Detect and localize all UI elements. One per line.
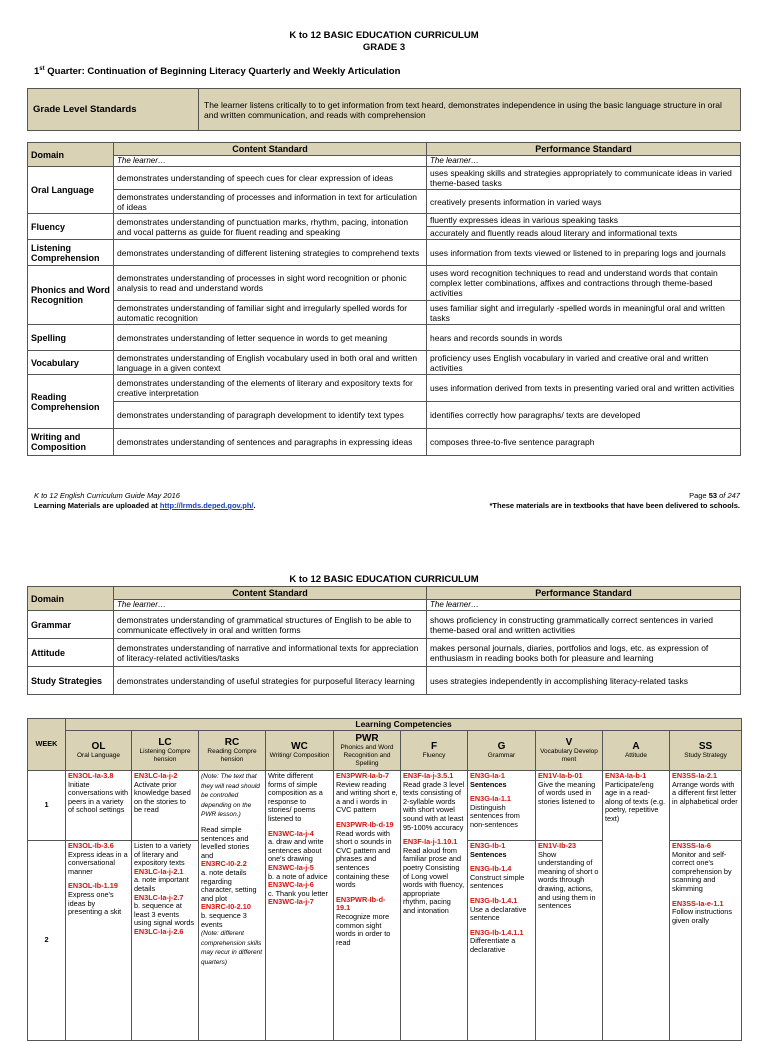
guide-footer: K to 12 English Curriculum Guide May 2016	[34, 491, 180, 500]
competency-code: EN3WC-Ia-j-5	[268, 862, 314, 872]
competency-text: Express one's ideas by presenting a skit	[68, 889, 122, 917]
domain-attitude: Attitude	[28, 639, 114, 667]
domain-writing-composition: Writing and Composition	[28, 429, 114, 456]
performance-cell: proficiency uses English vocabulary in varied and creative oral and written activities	[427, 351, 741, 375]
performance-standard-header: Performance Standard	[427, 143, 741, 156]
col-vocabulary	[536, 731, 603, 771]
col-name: Reading Compre hension	[207, 748, 257, 763]
competency-text: Listen to a variety of literary and expository texts	[134, 841, 192, 868]
competency-code: EN3G-Ia-1	[470, 771, 505, 780]
competency-code: EN3RC-I0-2.2	[201, 859, 247, 869]
domain-reading-comprehension: Reading Comprehension	[28, 375, 114, 429]
col-code: G	[497, 741, 506, 752]
col-code: PWR	[355, 733, 379, 744]
content-cell: demonstrates understanding of grammatical structures of English to be able to communicate effectively in oral and written forms	[114, 611, 427, 639]
competency-text: b. sequence 3 events	[201, 910, 247, 929]
competency-code: EN3PWR-Ia-b-7	[336, 771, 390, 780]
content-cell: demonstrates understanding of paragraph development to identify text types	[114, 402, 427, 429]
performance-cell: uses familiar sight and irregularly -spelled words in meaningful oral and written tasks	[427, 301, 741, 325]
col-code: OL	[91, 741, 106, 752]
performance-cell: shows proficiency in constructing grammatically correct sentences in varied theme-based oral and written activities	[427, 611, 741, 639]
content-cell: demonstrates understanding of punctuation marks, rhythm, pacing, intonation and vocal patterns as guide for fluent reading and speaking	[114, 214, 427, 240]
competency-code: EN3SS-Ia-e-1.1	[672, 898, 724, 908]
competency-code: EN3G-Ib-1.4	[470, 864, 512, 874]
week2-g	[468, 841, 536, 1041]
competency-code: EN3SS-Ia-6	[672, 841, 711, 850]
col-attitude	[603, 731, 670, 771]
content-cell: demonstrates understanding of English vocabulary used in both oral and written language in a given context	[114, 351, 427, 375]
col-study-strategy	[670, 731, 742, 771]
page-current: 53	[708, 491, 718, 500]
competency-code: EN1V-Ib-23	[538, 841, 577, 850]
domain-phonics-word-recognition: Phonics and Word Recognition	[28, 266, 114, 325]
competency-code: EN3WC-Ia-j-4	[268, 828, 314, 838]
competency-code: EN3F-Ia-j-1.10.1	[403, 837, 458, 847]
content-learner: The learner…	[114, 156, 427, 167]
week1-lc	[132, 771, 199, 841]
domain-fluency: Fluency	[28, 214, 114, 240]
domain-spelling: Spelling	[28, 325, 114, 351]
competency-text: Follow instructions given orally	[672, 907, 733, 925]
col-oral-language	[66, 731, 132, 771]
week-2: 2	[28, 841, 66, 1041]
competency-text: Participate/eng age in a read-along of texts (e.g. poetry, repetitive text)	[605, 779, 666, 823]
learning-competencies-table	[27, 718, 742, 1041]
domain-grammar: Grammar	[28, 611, 114, 639]
performance-cell: hears and records sounds in words	[427, 325, 741, 351]
competency-text: a. note important details	[134, 875, 189, 893]
col-phonics-word-recognition	[334, 731, 401, 771]
competency-text: Arrange words with a different first letter in alphabetical order	[672, 779, 738, 806]
competency-text: a. draw and write sentences about one's drawing	[268, 837, 324, 864]
competency-text: b. sequence at least 3 events using signal words	[134, 901, 195, 928]
competency-code: EN3LC-Ia-j-2.1	[134, 866, 184, 876]
page-total: of 247	[719, 491, 740, 500]
col-name: Phonics and Word Recognition and Spelling	[340, 744, 394, 767]
competency-text: vowel sound with at least 95-100% accuracy	[403, 805, 464, 832]
rc-note: (Note: different comprehension skills may recur in different quarters)	[201, 930, 263, 966]
col-code: RC	[224, 737, 240, 748]
col-name: Grammar	[487, 752, 516, 759]
quarter-number: 1	[34, 66, 40, 78]
week1-g	[468, 771, 536, 841]
competency-text: Read grade 3 level texts consisting of 2-syllable words with short	[403, 779, 465, 815]
competency-text: a. note details regarding character, setting and plot	[201, 867, 257, 903]
standards-text: The learner listens critically to to get information from text heard, demonstrates independence in using the basic language structure in oral and written communication, and reads with comprehension	[199, 89, 741, 131]
week2-ss	[670, 841, 742, 1041]
col-name: Listening Compre hension	[139, 748, 191, 763]
col-name: Oral Language	[76, 752, 120, 759]
competency-code: EN3OL-Ib-1.19	[68, 881, 118, 891]
domain-vocabulary: Vocabulary	[28, 351, 114, 375]
performance-cell: identifies correctly how paragraphs/ texts are developed	[427, 402, 741, 429]
quarter-ordinal: st	[39, 66, 45, 72]
pwr-column	[334, 771, 401, 1041]
f-column	[401, 771, 468, 1041]
content-cell: demonstrates understanding of the elements of literary and expository texts for creative interpretation	[114, 375, 427, 402]
performance-cell: uses speaking skills and strategies appropriately to communicate ideas in varied theme-based tasks	[427, 167, 741, 190]
performance-cell: uses information derived from texts in presenting varied oral and written activities	[427, 375, 741, 402]
week2-ol	[66, 841, 132, 1041]
rc-note: (Note: The text that they will read should be controlled depending on the PWR lesson.)	[201, 773, 260, 819]
standards-label: Grade Level Standards	[28, 89, 199, 131]
competency-code: EN3A-Ia-b-1	[605, 771, 647, 780]
competency-text: Write different forms of simple composition as a response to stories/ poems listened to	[268, 771, 323, 823]
competency-code: EN3G-Ib-1.4.1.1	[470, 927, 524, 937]
content-cell: demonstrates understanding of speech cues for clear expression of ideas	[114, 167, 427, 190]
competency-text: Use a declarative sentence	[470, 904, 527, 923]
competency-code: EN3RC-I0-2.10	[201, 902, 251, 912]
col-name: Study Strategy	[684, 752, 727, 759]
competency-code: EN3G-Ib-1	[470, 841, 506, 850]
competency-text: Show understanding of meaning of short o words through drawing, actions, and using them in sentences	[538, 849, 599, 911]
content-standard-header: Content Standard	[114, 143, 427, 156]
competency-code: EN3G-Ib-1.4.1	[470, 895, 518, 905]
competency-code: EN3LC-Ia-j-2.6	[134, 926, 184, 936]
domain-listening-comprehension: Listening Comprehension	[28, 240, 114, 266]
col-name: Vocabulary Develop ment	[540, 748, 598, 763]
col-fluency	[401, 731, 468, 771]
content-cell: demonstrates understanding of letter sequence in words to get meaning	[114, 325, 427, 351]
competency-text: Review reading and writing short e, a and i words in CVC pattern	[336, 779, 398, 815]
rc-column	[199, 771, 266, 1041]
page2-domain-table	[27, 586, 741, 695]
col-code: LC	[158, 737, 172, 748]
quarter-heading	[34, 66, 400, 77]
competency-code: EN3SS-Ia-2.1	[672, 771, 718, 780]
week1-ss	[670, 771, 742, 841]
performance-standard-header: Performance Standard	[427, 587, 741, 600]
col-writing-composition	[266, 731, 334, 771]
col-code: V	[565, 737, 573, 748]
col-name: Attitude	[624, 752, 648, 759]
col-reading-comprehension	[199, 731, 266, 771]
competency-text: c. Thank you letter	[268, 888, 328, 898]
content-cell: demonstrates understanding of processes in sight word recognition or phonic analysis to read and understand words	[114, 266, 427, 301]
competency-text: Differentiate a declarative	[470, 936, 516, 954]
col-listening-comprehension	[132, 731, 199, 771]
competency-code: EN3OL-Ia-3.8	[68, 771, 114, 780]
competency-text: Read words with short o sounds in CVC pattern and phrases and sentences containing these words	[336, 828, 392, 890]
grade-level-standards-table	[27, 88, 741, 131]
competency-code: EN3OL-Ib-3.6	[68, 841, 114, 850]
competency-text: Express ideas in a conversational manner	[68, 849, 128, 876]
performance-cell: accurately and fluently reads aloud literary and informational texts	[427, 227, 741, 240]
week1-v	[536, 771, 603, 841]
competency-text: Distinguish sentences from non-sentences	[470, 802, 520, 829]
competency-code: EN3PWR-Ib-d-19.1	[336, 894, 386, 913]
page-number	[689, 491, 740, 500]
performance-learner: The learner…	[427, 600, 741, 611]
content-cell: demonstrates understanding of different listening strategies to comprehend texts	[114, 240, 427, 266]
competency-text: Read simple sentences and levelled stories and	[201, 824, 250, 860]
competency-text: Recognize more common sight words in order to read	[336, 911, 391, 947]
competency-text: Activate prior knowledge based on the stories to be read	[134, 779, 191, 815]
grade-title: GRADE 3	[362, 42, 406, 53]
week-1: 1	[28, 771, 66, 841]
performance-cell: uses word recognition techniques to read and understand words that contain complex letter combinations, affixes and contractions through theme-based activities	[427, 266, 741, 301]
domain-header: Domain	[28, 143, 114, 167]
week1-ol	[66, 771, 132, 841]
content-learner: The learner…	[114, 600, 427, 611]
quarter-text: Quarter: Continuation of Beginning Literacy Quarterly and Weekly Articulation	[44, 66, 401, 78]
col-name: Fluency	[422, 752, 446, 759]
learning-competencies-header: Learning Competencies	[66, 719, 742, 731]
week-header: WEEK	[28, 719, 66, 771]
content-cell: demonstrates understanding of narrative and informational texts for appreciation of literacy-related activities/tasks	[114, 639, 427, 667]
competency-code: EN3G-Ia-1.1	[470, 794, 511, 804]
col-code: WC	[291, 741, 308, 752]
document-title: K to 12 BASIC EDUCATION CURRICULUM	[289, 30, 479, 41]
content-cell: demonstrates understanding of processes and information in text for articulation of ideas	[114, 190, 427, 214]
competency-text: Read aloud from familiar prose and poetry Consisting of Long vowel words with fluency, appropriate rhythm, pacing and intonation	[403, 845, 465, 915]
uploaded-text: Learning Materials are uploaded at	[34, 501, 158, 510]
performance-cell: uses information from texts viewed or listened to in preparing logs and journals	[427, 240, 741, 266]
materials-note: *These materials are in textbooks that have been delivered to schools.	[489, 501, 740, 510]
week2-v	[536, 841, 603, 1041]
performance-cell: composes three-to-five sentence paragraph	[427, 429, 741, 456]
competency-code: EN1V-Ia-b-01	[538, 771, 583, 780]
competency-text: Monitor and self-correct one's comprehension by scanning and skimming	[672, 849, 732, 893]
competency-code: EN3WC-Ia-j-6	[268, 880, 314, 890]
lrmds-link[interactable]: http://lrmds.deped.gov.ph/	[159, 501, 254, 510]
performance-cell: fluently expresses ideas in various speaking tasks	[427, 214, 741, 227]
col-code: F	[430, 741, 438, 752]
competency-label: Sentences	[470, 779, 507, 789]
competency-text: Construct simple sentences	[470, 872, 525, 891]
col-grammar	[468, 731, 536, 771]
competency-text: b. a note of advice	[268, 871, 328, 881]
page2-title: K to 12 BASIC EDUCATION CURRICULUM	[289, 574, 479, 585]
competency-code: EN3LC-Ia-j-2	[134, 771, 178, 780]
performance-cell: creatively presents information in varied ways	[427, 190, 741, 214]
competency-code: EN3WC-Ia-j-7	[268, 897, 314, 907]
domain-header: Domain	[28, 587, 114, 611]
competency-text: Initiate conversations with peers in a variety of school settings	[68, 779, 129, 815]
week2-lc	[132, 841, 199, 1041]
uploaded-footer: Learning Materials are uploaded at http://lrmds.deped.gov.ph/.	[34, 501, 256, 510]
performance-cell: makes personal journals, diaries, portfolios and logs, etc. as expression of enthusiasm in reading books both for pleasure and learning	[427, 639, 741, 667]
page-label: Page	[689, 491, 707, 500]
domain-standards-table	[27, 142, 741, 456]
performance-learner: The learner…	[427, 156, 741, 167]
col-name: Writing/ Composition	[269, 752, 330, 759]
competency-code: EN3F-Ia-j-3.5.1	[403, 771, 454, 780]
content-cell: demonstrates understanding of useful strategies for purposeful literacy learning	[114, 667, 427, 695]
competency-label: Sentences	[470, 849, 507, 859]
wc-column	[266, 771, 334, 1041]
a-column	[603, 771, 670, 1041]
domain-oral-language: Oral Language	[28, 167, 114, 214]
content-cell: demonstrates understanding of sentences and paragraphs in expressing ideas	[114, 429, 427, 456]
content-cell: demonstrates understanding of familiar sight and irregularly spelled words for automatic recognition	[114, 301, 427, 325]
competency-code: EN3LC-Ia-j-2.7	[134, 892, 184, 902]
domain-study-strategies: Study Strategies	[28, 667, 114, 695]
col-code: A	[632, 741, 640, 752]
competency-text: Give the meaning of words used in stories listened to	[538, 779, 596, 806]
performance-cell: uses strategies independently in accomplishing literacy-related tasks	[427, 667, 741, 695]
competency-code: EN3PWR-Ib-d-19	[336, 819, 394, 829]
col-code: SS	[698, 741, 713, 752]
content-standard-header: Content Standard	[114, 587, 427, 600]
